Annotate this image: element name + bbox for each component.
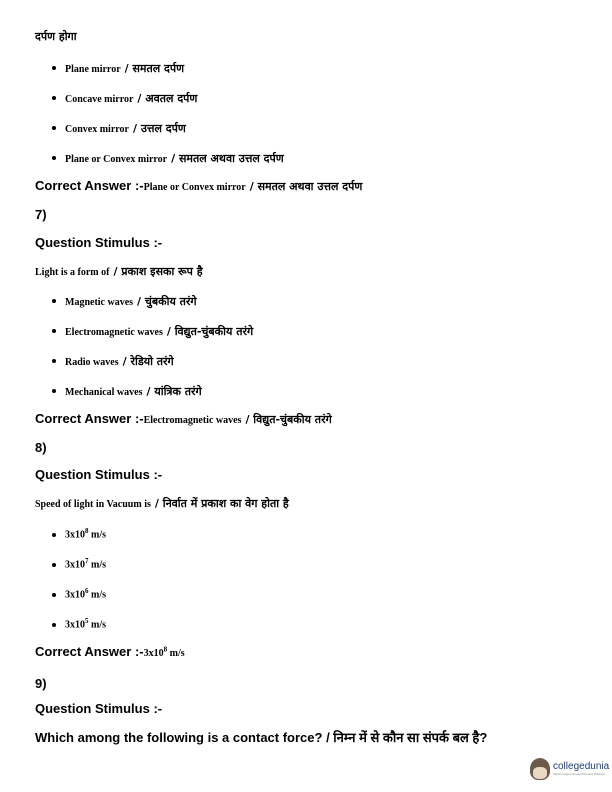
option: $3x10^6$ m/s (52, 587, 106, 600)
stimulus-label: Question Stimulus :- (35, 467, 163, 482)
stimulus-label: Question Stimulus :- (35, 701, 163, 716)
mascot-icon (530, 758, 550, 780)
question-number: 8) (35, 440, 47, 455)
logo-tagline: India's largest Student Review Platform (553, 772, 606, 776)
correct-answer: Correct Answer :-Electromagnetic waves / विद्युत-चुंबकीय तरंगे (35, 411, 332, 426)
option: Radio waves / रेडियो तरंगे (52, 352, 174, 370)
question-number: 9) (35, 676, 47, 691)
option: Electromagnetic waves / विद्युत-चुंबकीय तरंगे (52, 322, 253, 340)
option: Mechanical waves / यांत्रिक तरंगे (52, 382, 202, 400)
option: Plane mirror / समतल दर्पण (52, 59, 184, 77)
question-text: Speed of light in Vacuum is / निर्वात में प्रकाश का वेग होता है (35, 497, 289, 510)
correct-answer: Correct Answer :-Plane or Convex mirror / समतल अथवा उत्तल दर्पण (35, 178, 363, 193)
option: Plane or Convex mirror / समतल अथवा उत्तल दर्पण (52, 149, 284, 167)
option: Convex mirror / उत्तल दर्पण (52, 119, 186, 137)
question-number: 7) (35, 207, 47, 222)
question-text: Which among the following is a contact force? / निम्न में से कौन सा संपर्क बल है? (35, 730, 488, 745)
logo-name: collegedunia (553, 761, 610, 772)
option: $3x10^5$ m/s (52, 617, 106, 630)
option: Concave mirror / अवतल दर्पण (52, 89, 197, 107)
stimulus-label: Question Stimulus :- (35, 235, 163, 250)
intro-text: दर्पण होगा (35, 30, 77, 43)
option: $3x10^7$ m/s (52, 557, 106, 570)
correct-answer: Correct Answer $:-3x10^8$ m/s (35, 644, 185, 659)
option: Magnetic waves / चुंबकीय तरंगे (52, 292, 197, 310)
option: $3x10^8$ m/s (52, 527, 106, 540)
collegedunia-logo (530, 758, 609, 780)
question-text: Light is a form of / प्रकाश इसका रूप है (35, 265, 203, 278)
